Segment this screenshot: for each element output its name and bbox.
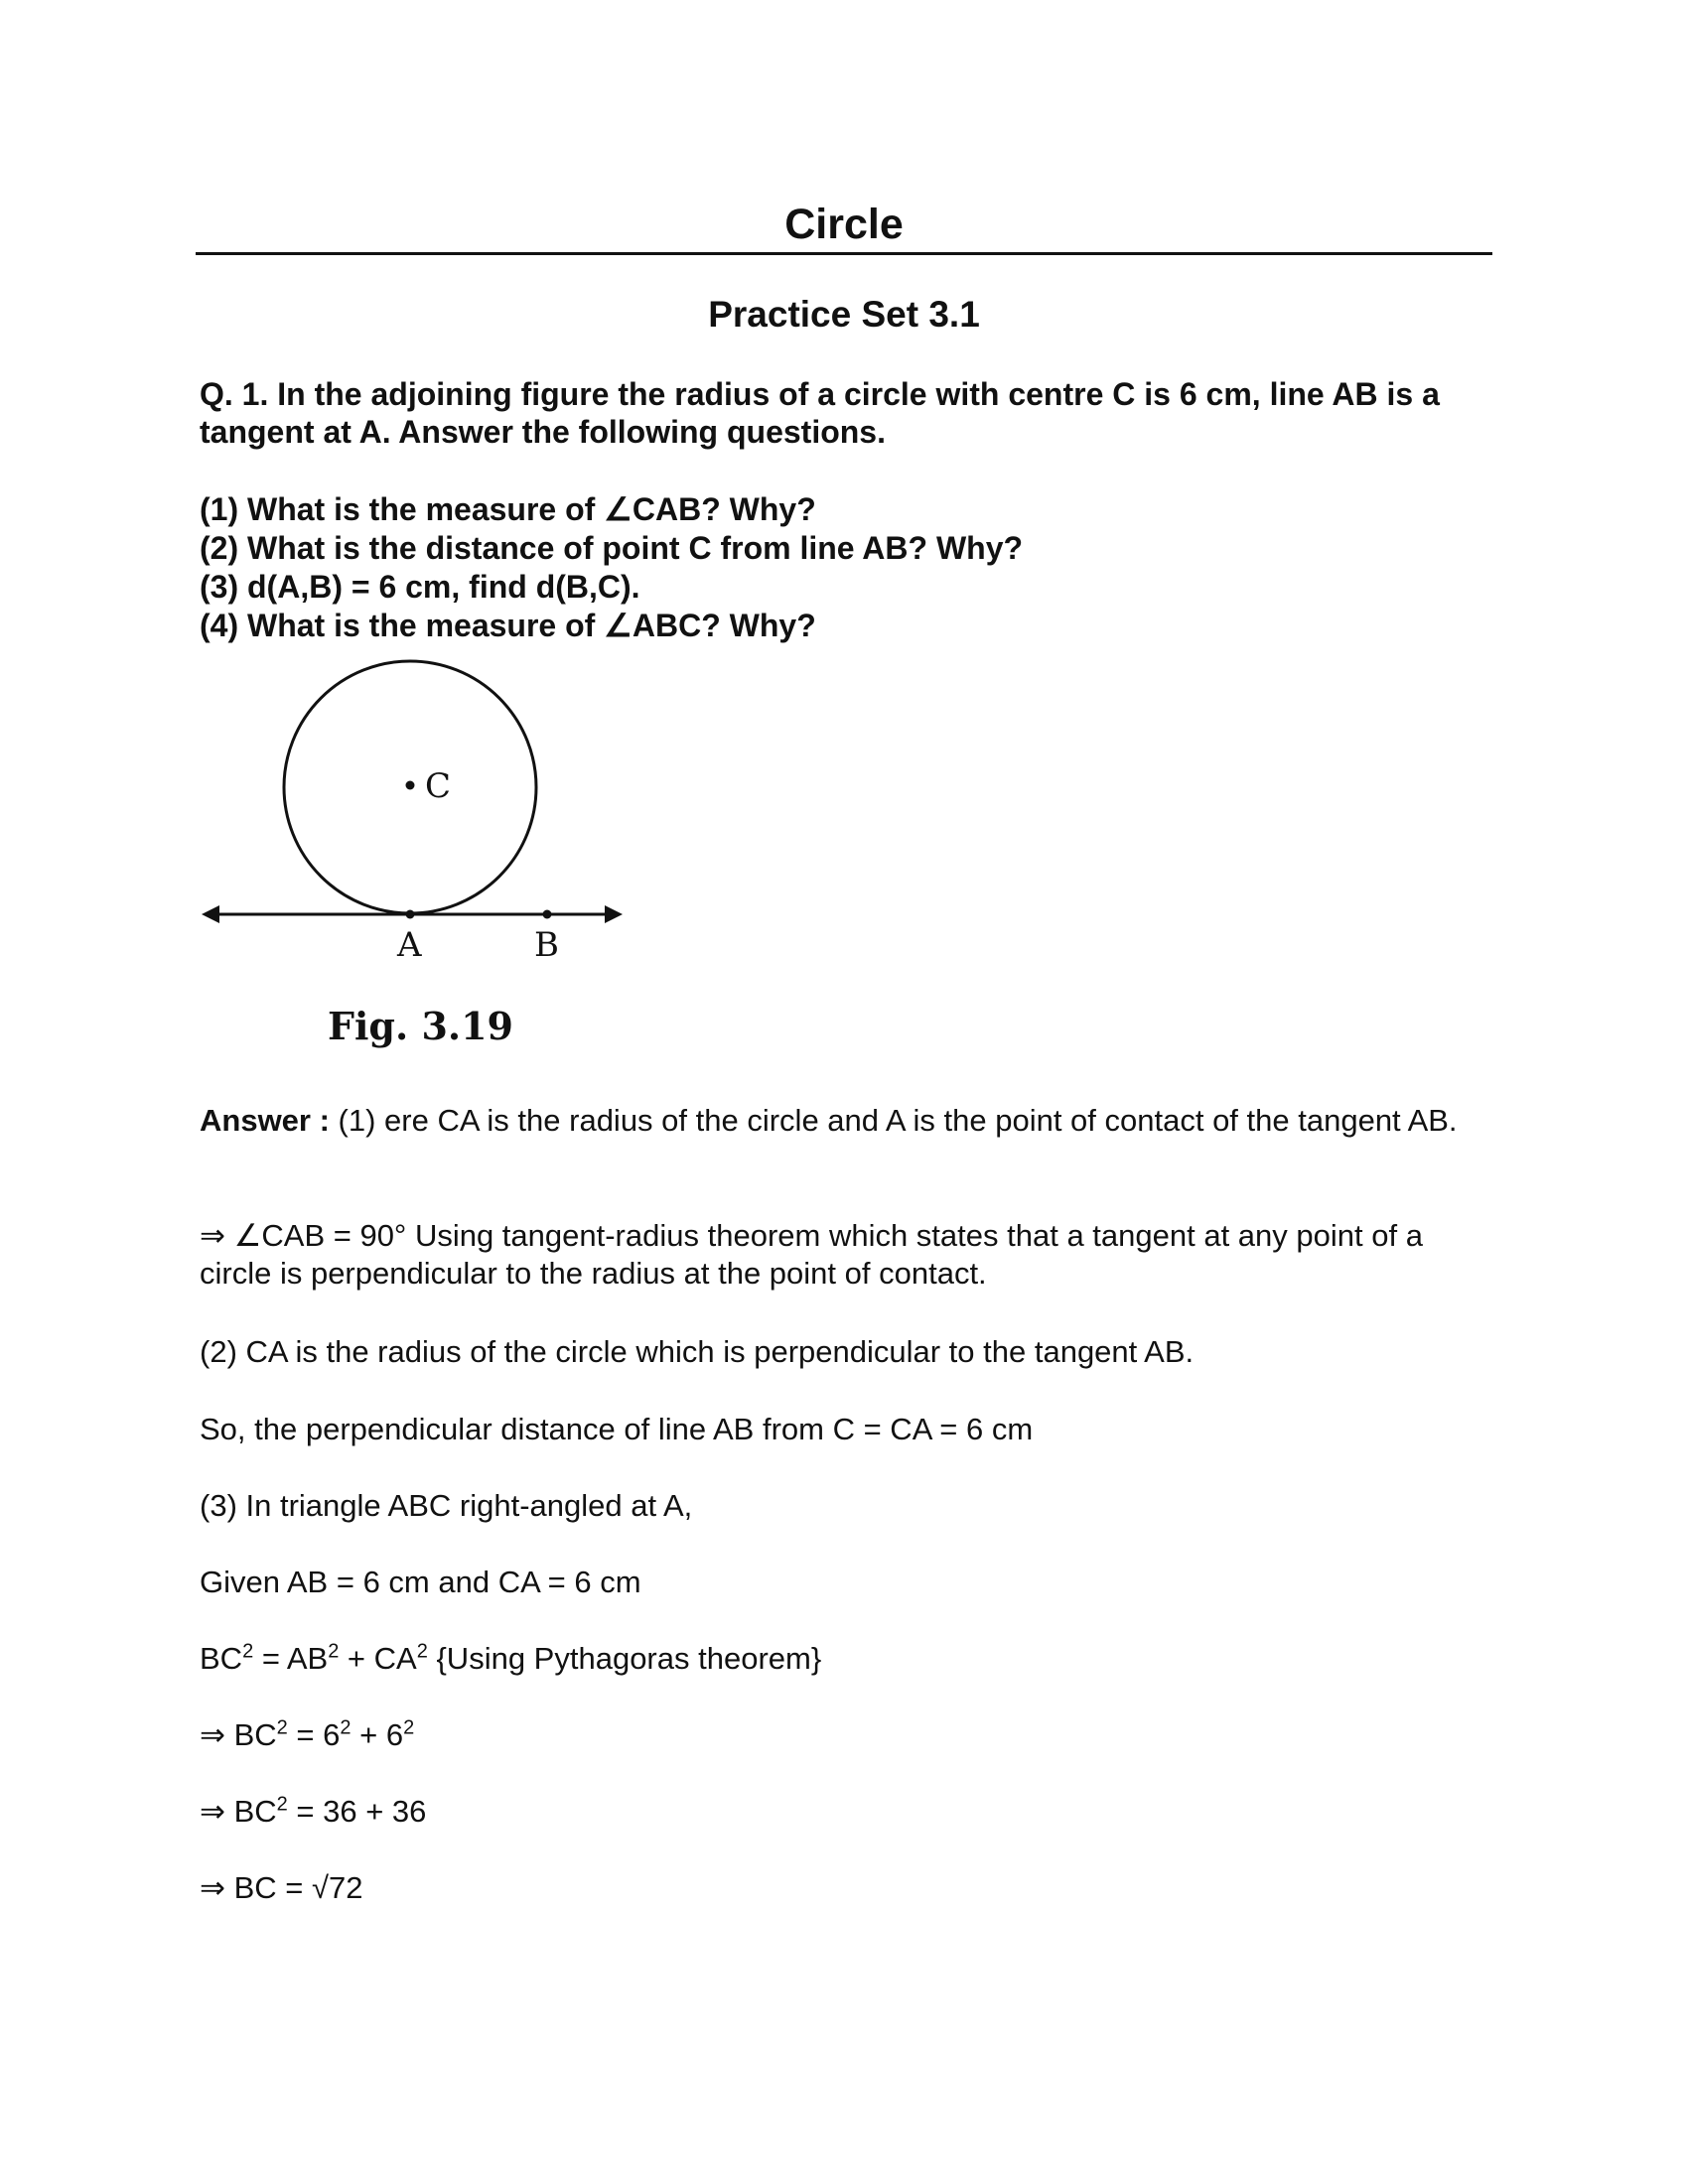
answer-label: Answer : (200, 1103, 330, 1138)
title-underline (196, 252, 1492, 255)
answer-part1-result: ⇒ ∠CAB = 90° Using tangent-radius theorem which states that a tangent at any point of a circle is perpendicular to the radius at the point of contact. (200, 1218, 1423, 1291)
sub-question: (3) d(A,B) = 6 cm, find d(B,C). (200, 569, 640, 605)
exponent: 2 (242, 1640, 254, 1663)
point-a (406, 910, 415, 919)
equation-sum (200, 1793, 1500, 1831)
answer-part2-result: So, the perpendicular distance of line AB from C = CA = 6 cm (200, 1412, 1034, 1446)
question-text: Q. 1. In the adjoining figure the radius of a circle with centre C is 6 cm, line AB is a tangent at A. Answer the following questions. (200, 376, 1440, 450)
figure-caption: Fig. 3.19 (328, 1004, 513, 1048)
equation-substitution (200, 1716, 1500, 1754)
answer-part2-intro: (2) CA is the radius of the circle which is perpendicular to the tangent AB. (200, 1334, 1195, 1369)
exponent: 2 (403, 1716, 415, 1739)
equation-term: = AB (253, 1641, 329, 1676)
exponent: 2 (328, 1640, 340, 1663)
answer-part3-intro: (3) In triangle ABC right-angled at A, (200, 1488, 693, 1523)
sub-question-list (200, 490, 1490, 645)
exponent: 2 (340, 1716, 352, 1739)
center-point (406, 781, 415, 790)
sub-question: (4) What is the measure of ∠ABC? Why? (200, 608, 816, 643)
right-arrowhead (605, 905, 623, 923)
exponent: 2 (416, 1640, 428, 1663)
left-arrowhead (202, 905, 219, 923)
equation-root: ⇒ BC = √72 (200, 1870, 363, 1905)
center-label: C (425, 766, 452, 806)
exponent: 2 (276, 1716, 288, 1739)
answer-paragraph (200, 1102, 1500, 1140)
equation-note: {Using Pythagoras theorem} (427, 1641, 822, 1676)
tangent-circle-figure (194, 650, 640, 968)
equation-term: + CA (339, 1641, 417, 1676)
answer-part1-intro: (1) ere CA is the radius of the circle and A is the point of contact of the tangent AB. (329, 1103, 1458, 1138)
equation-term: ⇒ BC (200, 1717, 277, 1752)
sub-question: (2) What is the distance of point C from line AB? Why? (200, 530, 1024, 566)
equation-term: + 6 (351, 1717, 404, 1752)
page-title: Circle (784, 201, 904, 248)
point-b-label: B (534, 925, 559, 965)
equation-term: = 6 (287, 1717, 341, 1752)
practice-set-heading: Practice Set 3.1 (708, 294, 980, 335)
equation-term: BC (200, 1641, 243, 1676)
exponent: 2 (276, 1793, 288, 1816)
point-b (543, 910, 552, 919)
answer-part3-given: Given AB = 6 cm and CA = 6 cm (200, 1565, 641, 1599)
point-a-label: A (397, 925, 422, 965)
equation-term: = 36 + 36 (287, 1794, 427, 1829)
equation-pythagoras (200, 1640, 1500, 1678)
sub-question: (1) What is the measure of ∠CAB? Why? (200, 491, 816, 527)
equation-term: ⇒ BC (200, 1794, 277, 1829)
